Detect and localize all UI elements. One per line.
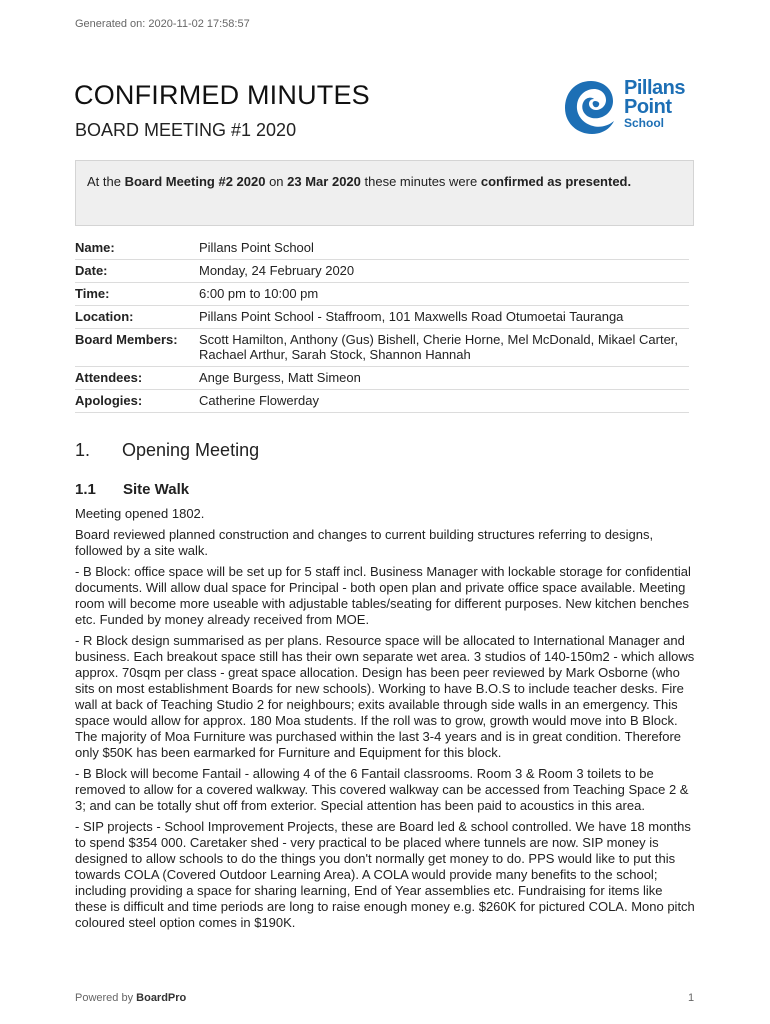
subsection-title: Site Walk [123,481,190,498]
detail-key: Name: [75,237,199,260]
table-row [75,367,689,390]
table-row [75,260,689,283]
paragraph: - B Block: office space will be set up for 5 staff incl. Business Manager with lockable storage for confidential documents. Will allow dual space for Principal - both open plan and private office space available. Meeting room will become more useable with adjustable tables/seating for different purposes. New kitchen benches etc. Funded by money already received from MOE. [75,564,691,627]
school-logo [562,77,697,137]
paragraph: Meeting opened 1802. [75,506,205,521]
page-number: 1 [688,992,695,1004]
table-row [75,329,689,367]
detail-key: Date: [75,260,199,283]
confirmation-status: confirmed as presented. [480,174,632,189]
detail-key: Apologies: [75,390,199,413]
detail-key: Board Members: [75,329,199,367]
footer-powered-label: Powered by [75,992,137,1004]
paragraph: Board reviewed planned construction and changes to current building structures referring to designs, followed by a site walk. [75,527,654,558]
table-row [75,237,689,260]
logo-text-line1: Pillans [624,77,685,99]
logo-text-line2: Point [624,96,672,118]
confirmation-middle: these minutes were [360,174,481,189]
paragraph: - B Block will become Fantail - allowing 4 of the 6 Fantail classrooms. Room 3 & Room 3 toilets to be removed to allow for a covered walkway. This covered walkway can be accessed from Teaching Space 2 & 3; and can be totally shut off from exterior. Special attention has been paid to acoustics in this area. [75,766,689,813]
confirmation-box [75,160,694,226]
generated-timestamp: Generated on: 2020-11-02 17:58:57 [75,18,250,30]
detail-value: Monday, 24 February 2020 [199,260,689,283]
wave-swirl-icon [562,77,620,137]
document-title: CONFIRMED MINUTES [74,80,370,110]
confirmation-on: on [265,174,288,189]
confirmation-prefix: At the [87,174,125,189]
detail-key: Time: [75,283,199,306]
logo-text-line3: School [624,116,665,130]
table-row [75,390,689,413]
detail-value: Pillans Point School - Staffroom, 101 Maxwells Road Otumoetai Tauranga [199,306,689,329]
footer-powered-by [75,992,186,1004]
detail-key: Attendees: [75,367,199,390]
paragraph: - R Block design summarised as per plans. Resource space will be allocated to International Manager and business. Each breakout space still has their own separate wet area. 3 studios of 140-150m2 - which allows approx. 70sqm per class - great space allocation. Design has been peer reviewed by Mark Osborne (who sits on most establishment Boards for new schools). Working to have B.O.S to include teacher desks. Fire wall at back of Teaching Studio 2 for neighbours; exits available through side walls in an emergency. This space would allow for approx. 180 Moa students. If the roll was to grow, growth would move into B Block. The majority of Moa Furniture was purchased within the last 3-4 years and is in great condition. Therefore only $50K has been earmarked for Furniture and Equipment for this block. [75,633,695,760]
subsection-heading [75,481,189,498]
footer-brand: BoardPro [136,992,187,1004]
detail-value: Catherine Flowerday [199,390,689,413]
paragraph: - SIP projects - School Improvement Projects, these are Board led & school controlled. We have 18 months to spend $354 000. Caretaker shed - very practical to be placed where tunnels are now. SIP money is designed to allow schools to do the things you don't normally get money to do. PPS would like to put this towards COLA (Covered Outdoor Learning Area). A COLA would provide many benefits to the school; including providing a space for sharing learning, End of Year assemblies etc. Fundraising for items like these is difficult and time periods are long to raise enough money e.g. $260K for pictured COLA. Mono pitch coloured steel option comes in $190K. [75,819,695,930]
subsection-number: 1.1 [75,481,96,498]
detail-key: Location: [75,306,199,329]
section-number: 1. [75,440,91,460]
minutes-body [75,506,697,936]
section-title: Opening Meeting [122,440,260,460]
table-row [75,306,689,329]
confirmation-meeting: Board Meeting #2 2020 [124,174,266,189]
detail-value: 6:00 pm to 10:00 pm [199,283,689,306]
table-row [75,283,689,306]
confirmation-date: 23 Mar 2020 [287,174,361,189]
detail-value: Scott Hamilton, Anthony (Gus) Bishell, Cherie Horne, Mel McDonald, Mikael Carter, Rachael Arthur, Sarah Stock, Shannon Hannah [199,329,689,367]
meeting-details-table [75,237,689,413]
section-heading [75,440,259,461]
detail-value: Ange Burgess, Matt Simeon [199,367,689,390]
detail-value: Pillans Point School [199,237,689,260]
document-subtitle: BOARD MEETING #1 2020 [75,120,297,140]
